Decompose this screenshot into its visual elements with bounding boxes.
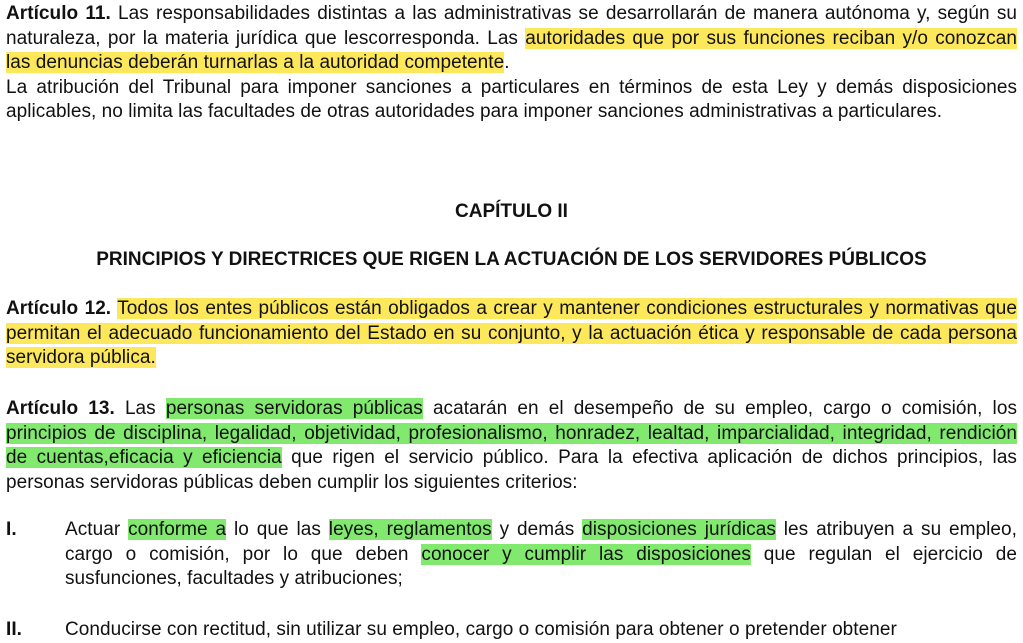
list-item-1-text-2: lo que las: [226, 519, 329, 540]
article-11-paragraph: [6, 2, 1017, 125]
article-12-paragraph: [6, 297, 1017, 371]
article-13-text-1: Las: [114, 398, 166, 419]
article-12-highlight: Todos los entes públicos están obligados a crear y mantener condiciones estructurales y normativas que permitan el adecuado funcionamiento del Estado en su conjunto, y la actuación ética y responsable de cada persona servidora pública.: [6, 298, 1017, 368]
list-item-1-highlight-1: conforme a: [128, 519, 227, 540]
list-item-2-number: II.: [6, 619, 22, 640]
list-item-1-highlight-4: conocer y cumplir las disposiciones: [421, 543, 751, 565]
article-12-label: Artículo 12.: [6, 298, 112, 319]
article-11-text-2: .: [504, 52, 510, 73]
article-13-text-3: que rigen el servicio público. Para la efectiva aplicación de dichos principios, las personas servidoras públicas deben cumplir los siguientes criterios:: [6, 447, 1017, 493]
article-13-text-2: acatarán en el desempeño de su empleo, cargo o comisión, los: [422, 398, 1017, 419]
list-item-2: [6, 618, 1017, 643]
article-11-paragraph-2: La atribución del Tribunal para imponer sanciones a particulares en términos de esta Ley y demás disposiciones aplicables, no limita las facultades de otras autoridades para imponer sanciones administrativas a particulares.: [6, 76, 1017, 122]
article-13-paragraph: [6, 397, 1017, 495]
list-item-1-highlight-2: leyes, reglamentos: [328, 519, 492, 540]
chapter-title: CAPÍTULO II: [455, 201, 568, 222]
article-11-highlight: autoridades que por sus funciones reciban y/o conozcan las denuncias deberán turnarlas a la autoridad competente: [6, 27, 1017, 73]
list-item-1-highlight-3: disposiciones jurídicas: [582, 519, 776, 540]
article-13-label: Artículo 13.: [6, 398, 115, 419]
list-item-1-text-5: que regulan el ejercicio de susfunciones, facultades y atribuciones;: [65, 543, 1017, 589]
article-11-text-1: Las responsabilidades distintas a las administrativas se desarrollarán de manera autónoma y, según su naturaleza, por la materia jurídica que lescorresponda. Las: [6, 3, 1017, 49]
chapter-subtitle: PRINCIPIOS Y DIRECTRICES QUE RIGEN LA ACTUACIÓN DE LOS SERVIDORES PÚBLICOS: [96, 249, 927, 270]
list-item-1: [6, 518, 1017, 592]
list-item-2-text-1: Conducirse con rectitud, sin utilizar su empleo, cargo o comisión para obtener o pretender obtener: [65, 619, 897, 640]
list-item-1-text-1: Actuar: [65, 519, 129, 540]
list-item-1-text-3: y demás: [491, 519, 583, 540]
article-13-highlight-2: principios de disciplina, legalidad, objetividad, profesionalismo, honradez, lealtad, imparcialidad, integridad, rendición de cuentas,eficacia y eficiencia: [6, 422, 1017, 468]
article-13-highlight-1: personas servidoras públicas: [165, 398, 423, 419]
list-item-1-text-4: les atribuyen a su empleo, cargo o comisión, por lo que deben: [65, 519, 1017, 565]
list-item-1-number: I.: [6, 519, 17, 540]
article-11-label: Artículo 11.: [6, 3, 111, 24]
